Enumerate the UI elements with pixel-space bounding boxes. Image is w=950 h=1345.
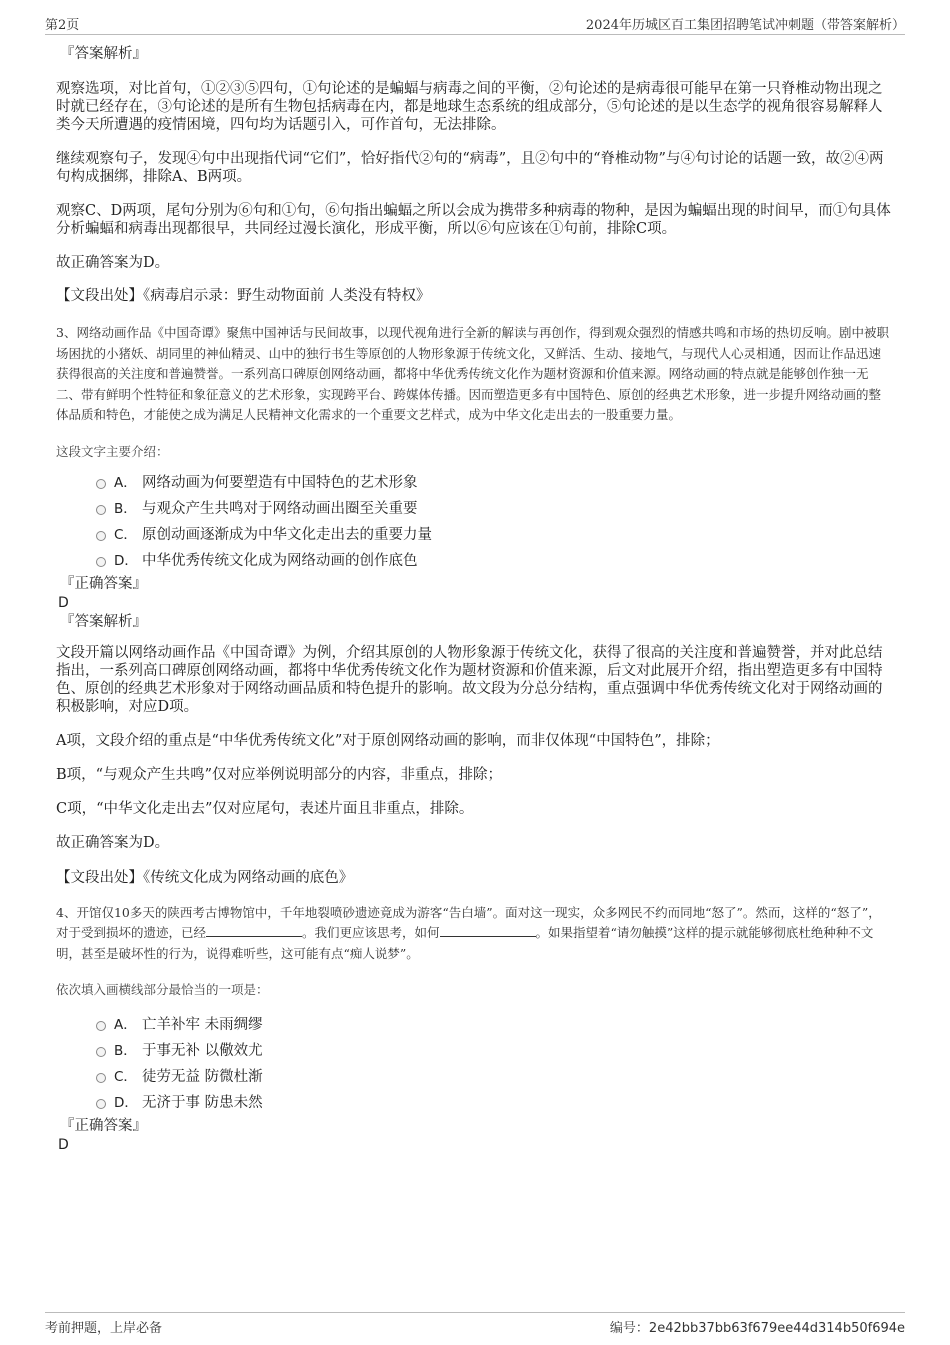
correct-answer: D [58,1137,69,1153]
analysis-heading: 『答案解析』 [60,46,147,62]
document-code: 编号：2e42bb37bb63f679ee44d314b50f694e [609,1321,905,1336]
source-citation: 【文段出处】《传统文化成为网络动画的底色》 [56,869,354,886]
radio-icon[interactable] [96,531,106,541]
page-header [45,14,905,35]
analysis-paragraph: 文段开篇以网络动画作品《中国奇谭》为例，介绍其原创的人物形象源于传统文化，获得了很高的关注度和普遍赞誉，并对此总结指出，一系列高口碑原创网络动画，都将中华优秀传统文化作为题材资源和价值来源，后文对此展开介绍，指出塑造更多有中国特色、原创的经典艺术形象对于网络动画品质和特色提升的影响。故文段为分总分结构，重点强调中华优秀传统文化对于网络动画的积极影响，对应D项。 [56,644,883,715]
option-a[interactable]: A． 亡羊补牢 未雨绸缪 [96,1012,892,1038]
document-title: 2024年历城区百工集团招聘笔试冲刺题（带答案解析） [585,18,905,33]
question-3-text: 3、网络动画作品《中国奇谭》聚焦中国神话与民间故事，以现代视角进行全新的解读与再创作，得到观众强烈的情感共鸣和市场的热切反响。剧中被职场困扰的小猪妖、胡同里的神仙精灵、山中的独行书生等原创的人物形象源于传统文化，又鲜活、生动、接地气，与现代人心灵相通，因而让作品迅速获得很高的关注度和普遍赞誉。一系列高口碑原创网络动画，都将中华优秀传统文化作为题材资源和价值来源。网络动画的特点就是能够创作独一无二、带有鲜明个性特征和象征意义的艺术形象，实现跨平台、跨媒体传播。因而塑造更多有中国特色、原创的经典艺术形象，进一步提升网络动画的整体品质和特色，才能使之成为满足人民精神文化需求的一个重要文艺样式，成为中华文化走出去的一股重要力量。 [56,325,889,422]
radio-icon[interactable] [96,1099,106,1109]
question-4-text: 4、开馆仅10多天的陕西考古博物馆中，千年地裂喷砂遗迹竟成为游客“告白墙”。面对这一现实，众多网民不约而同地“怒了”。然而，这样的“怒了”，对于受到损坏的遗迹，已经 。我们更应该思考，如何 。如果指望着“请勿触摸”这样的提示就能够彻底杜绝种种不文明，甚至是破坏性的行为，说得难听些，这可能有点“痴人说梦”。 [56,904,881,961]
analysis-paragraph: 观察C、D两项，尾句分别为⑥句和①句，⑥句指出蝙蝠之所以会成为携带多种病毒的物种，是因为蝙蝠出现的时间早，而①句具体分析蝙蝠和病毒出现都很早，共同经过漫长演化，形成平衡，所以⑥句应该在①句前，排除C项。 [56,203,891,237]
analysis-paragraph: B项，“与观众产生共鸣”仅对应举例说明部分的内容，非重点，排除； [56,766,502,783]
radio-icon[interactable] [96,1073,106,1083]
fill-blank [206,924,302,937]
analysis-paragraph: C项，“中华文化走出去”仅对应尾句，表述片面且非重点，排除。 [56,800,474,817]
correct-answer-heading: 『正确答案』 [60,1118,147,1134]
analysis-paragraph: 观察选项，对比首句，①②③⑤四句，①句论述的是蝙蝠与病毒之间的平衡，②句论述的是病毒很可能早在第一只脊椎动物出现之时就已经存在，③句论述的是所有生物包括病毒在内，都是地球生态系统的组成部分，⑤句论述的是以生态学的视角很容易解释人类今天所遭遇的疫情困境，四句均为话题引入，可作首句，无法排除。 [56,81,883,133]
radio-icon[interactable] [96,1047,106,1057]
option-b[interactable]: B． 与观众产生共鸣对于网络动画出圈至关重要 [96,496,892,522]
option-d[interactable]: D． 中华优秀传统文化成为网络动画的创作底色 [96,548,892,574]
option-c[interactable]: C． 徒劳无益 防微杜渐 [96,1064,892,1090]
option-d[interactable]: D． 无济于事 防患未然 [96,1090,892,1116]
option-a[interactable]: A． 网络动画为何要塑造有中国特色的艺术形象 [96,470,892,496]
question-3-options [96,470,892,574]
analysis-conclusion: 故正确答案为D。 [56,834,170,851]
analysis-heading: 『答案解析』 [60,613,147,630]
analysis-paragraph: A项，文段介绍的重点是“中华优秀传统文化”对于原创网络动画的影响，而非仅体现“中国特色”，排除； [56,732,720,749]
correct-answer: D [58,594,69,611]
correct-answer-heading: 『正确答案』 [60,575,147,592]
option-c[interactable]: C． 原创动画逐渐成为中华文化走出去的重要力量 [96,522,892,548]
fill-blank [440,924,536,937]
footer-slogan: 考前押题，上岸必备 [45,1321,163,1336]
page-number: 第2页 [45,18,80,33]
page-content [56,44,892,1154]
source-citation: 【文段出处】《病毒启示录：野生动物面前 人类没有特权》 [56,288,431,304]
radio-icon[interactable] [96,1021,106,1031]
question-3-prompt: 这段文字主要介绍： [56,443,169,459]
question-4-options [96,1012,892,1116]
analysis-paragraph: 继续观察句子，发现④句中出现指代词“它们”，恰好指代②句的“病毒”，且②句中的“脊椎动物”与④句讨论的话题一致，故②④两句构成捆绑，排除A、B两项。 [56,151,884,185]
analysis-conclusion: 故正确答案为D。 [56,255,170,271]
radio-icon[interactable] [96,557,106,567]
option-b[interactable]: B． 于事无补 以儆效尤 [96,1038,892,1064]
question-4-prompt: 依次填入画横线部分最恰当的一项是： [56,982,269,997]
radio-icon[interactable] [96,479,106,489]
radio-icon[interactable] [96,505,106,515]
page-footer [45,1312,905,1335]
